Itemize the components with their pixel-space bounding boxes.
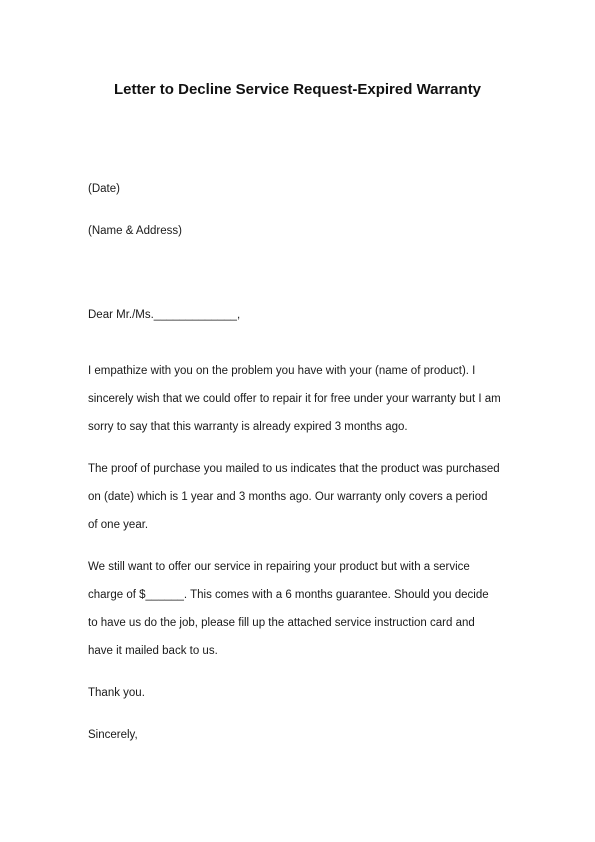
paragraph-line: We still want to offer our service in repairing your product but with a service xyxy=(88,561,470,573)
paragraph-line: of one year. xyxy=(88,519,149,531)
paragraph-line: sorry to say that this warranty is already expired 3 months ago. xyxy=(88,421,408,433)
document-title: Letter to Decline Service Request-Expired Warranty xyxy=(113,81,482,98)
paragraph-line: charge of $______. This comes with a 6 months guarantee. Should you decide xyxy=(88,589,489,601)
paragraph-line: I empathize with you on the problem you have with your (name of product). I xyxy=(88,365,476,377)
date-placeholder: (Date) xyxy=(88,183,120,195)
paragraph-line: sincerely wish that we could offer to repair it for free under your warranty but I am xyxy=(88,393,501,405)
paragraph-line: on (date) which is 1 year and 3 months ago. Our warranty only covers a period xyxy=(88,491,488,503)
paragraph-line: to have us do the job, please fill up the attached service instruction card and xyxy=(88,617,475,629)
salutation: Dear Mr./Ms._____________, xyxy=(88,309,241,321)
paragraph-line: The proof of purchase you mailed to us indicates that the product was purchased xyxy=(88,463,500,475)
sign-off: Sincerely, xyxy=(88,729,138,741)
closing-thanks: Thank you. xyxy=(88,687,145,699)
name-address-placeholder: (Name & Address) xyxy=(88,225,182,237)
paragraph-line: have it mailed back to us. xyxy=(88,645,218,657)
